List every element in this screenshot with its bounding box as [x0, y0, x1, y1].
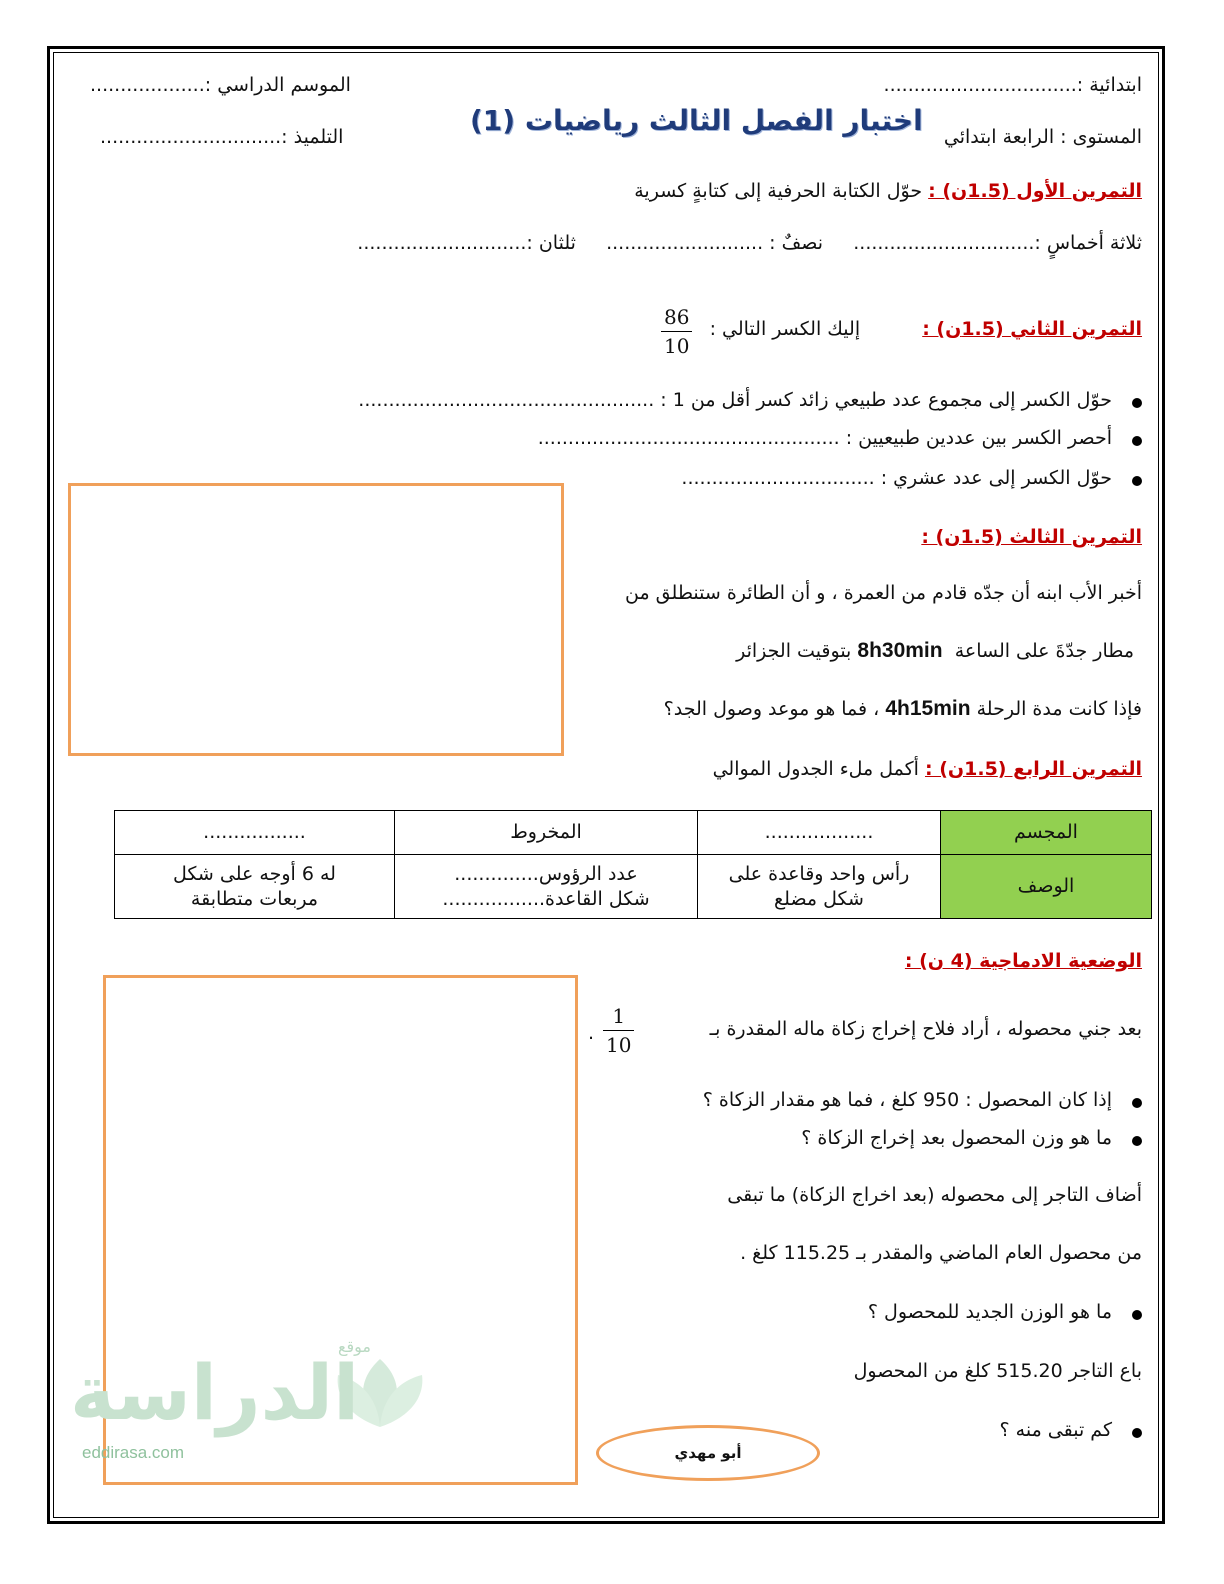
zakat-fraction-numerator: 1 [612, 1004, 626, 1028]
integration-question-4: كم تبقى منه ؟ [999, 1419, 1112, 1441]
integration-heading-text: الوضعية الادماجية (4 ن) : [904, 950, 1142, 972]
shapes-table [114, 810, 1152, 919]
signature-oval [596, 1425, 820, 1481]
table-cell: الوصف [941, 855, 1152, 919]
ex2-item-3: حوّل الكسر إلى عدد عشري : ................................ [681, 467, 1112, 489]
table-cell [395, 855, 698, 919]
bullet-icon [1132, 1428, 1142, 1438]
table-cell: المجسم [941, 811, 1152, 855]
ex4-instruction: أكمل ملء الجدول الموالي [712, 758, 919, 780]
student-field: التلميذ :.............................. [100, 126, 344, 148]
answer-box-1 [68, 483, 564, 756]
ex1-heading: التمرين الأول (1.5ن) : [928, 180, 1142, 202]
bullet-icon [1132, 398, 1142, 408]
table-row [115, 811, 1152, 855]
signature-text: أبو مهدي [674, 1444, 742, 1462]
ex2-fraction-denominator: 10 [661, 331, 692, 356]
zakat-fraction-denominator: 10 [603, 1030, 634, 1055]
ex3-line-2-post: بتوقيت الجزائر [736, 640, 852, 662]
integration-question-1: إذا كان المحصول : 950 كلغ ، فما هو مقدار الزكاة ؟ [702, 1089, 1112, 1111]
level-field: المستوى : الرابعة ابتدائي [943, 126, 1142, 148]
ex3-line-3-pre: فإذا كانت مدة الرحلة [976, 698, 1142, 720]
bullet-icon [1132, 1310, 1142, 1320]
ex3-line-3-post: ، فما هو موعد وصول الجد؟ [663, 698, 880, 720]
integration-question-2: ما هو وزن المحصول بعد إخراج الزكاة ؟ [801, 1127, 1112, 1149]
integration-para-2: من محصول العام الماضي والمقدر بـ 115.25 كلغ . [740, 1242, 1142, 1264]
ex4-block [713, 758, 1142, 781]
ex3-line-3 [664, 696, 1142, 721]
bullet-icon [1132, 476, 1142, 486]
cell-line: عدد الرؤوس.............. [454, 862, 638, 885]
school-field: ابتدائية :................................ [883, 74, 1142, 96]
ex2-item-2: أحصر الكسر بين عددين طبيعيين : .................................................. [537, 427, 1112, 449]
table-cell: .................. [698, 811, 941, 855]
ex1-block [634, 180, 1142, 203]
ex1-instruction: حوّل الكتابة الحرفية إلى كتابةٍ كسرية [634, 180, 923, 202]
table-cell [115, 855, 395, 919]
cell-line: شكل مضلع [774, 887, 864, 910]
ex2-intro: إليك الكسر التالي : [709, 318, 861, 340]
integration-intro: بعد جني محصوله ، أراد فلاح إخراج زكاة ماله المقدرة بـ [709, 1018, 1142, 1040]
ex2-fraction [661, 307, 692, 356]
ex2-item-1: حوّل الكسر إلى مجموع عدد طبيعي زائد كسر أقل من 1 : ................................................. [358, 389, 1112, 411]
zakat-fraction [603, 1006, 634, 1055]
ex3-heading [921, 526, 1142, 549]
ex1-answer-line: ثلاثة أخماسٍ :.............................. نصفٌ : .......................... ثلثان :............................ [357, 232, 1142, 254]
ex3-heading-text: التمرين الثالث (1.5ن) : [921, 526, 1142, 548]
bullet-icon [1132, 1098, 1142, 1108]
watermark-brand: الدراسة [70, 1348, 360, 1437]
table-cell: المخروط [395, 811, 698, 855]
cell-line: شكل القاعدة................. [442, 887, 650, 910]
cell-line: له 6 أوجه على شكل [173, 862, 336, 885]
ex2-block [710, 318, 1142, 341]
watermark-url: eddirasa.com [82, 1443, 185, 1462]
watermark-small: موقع [338, 1337, 371, 1356]
table-cell [698, 855, 941, 919]
integration-heading [905, 950, 1142, 973]
page-title: اختبار الفصل الثالث رياضيات (1) [470, 104, 923, 137]
ex4-heading: التمرين الرابع (1.5ن) : [925, 758, 1142, 780]
integration-question-3: ما هو الوزن الجديد للمحصول ؟ [867, 1301, 1112, 1323]
integration-intro-end: . [588, 1022, 595, 1044]
integration-para-1: أضاف التاجر إلى محصوله (بعد اخراج الزكاة) ما تبقى [727, 1184, 1142, 1206]
ex3-line-2 [736, 638, 1134, 663]
ex3-line-1: أخبر الأب ابنه أن جدّه قادم من العمرة ، و أن الطائرة ستنطلق من [625, 582, 1142, 604]
season-field: الموسم الدراسي :................... [90, 74, 351, 96]
ex2-heading: التمرين الثاني (1.5ن) : [922, 318, 1142, 340]
ex2-fraction-numerator: 86 [664, 305, 690, 329]
cell-line: رأس واحد وقاعدة على [728, 862, 910, 885]
integration-para-3: باع التاجر 515.20 كلغ من المحصول [853, 1360, 1142, 1382]
cell-line: مربعات متطابقة [190, 887, 319, 910]
departure-time: 8h30min [857, 639, 943, 662]
bullet-icon [1132, 436, 1142, 446]
table-cell: ................. [115, 811, 395, 855]
bullet-icon [1132, 1136, 1142, 1146]
ex3-line-2-pre: مطار جدّةَ على الساعة [954, 640, 1134, 662]
trip-duration: 4h15min [885, 697, 971, 720]
table-row [115, 855, 1152, 919]
